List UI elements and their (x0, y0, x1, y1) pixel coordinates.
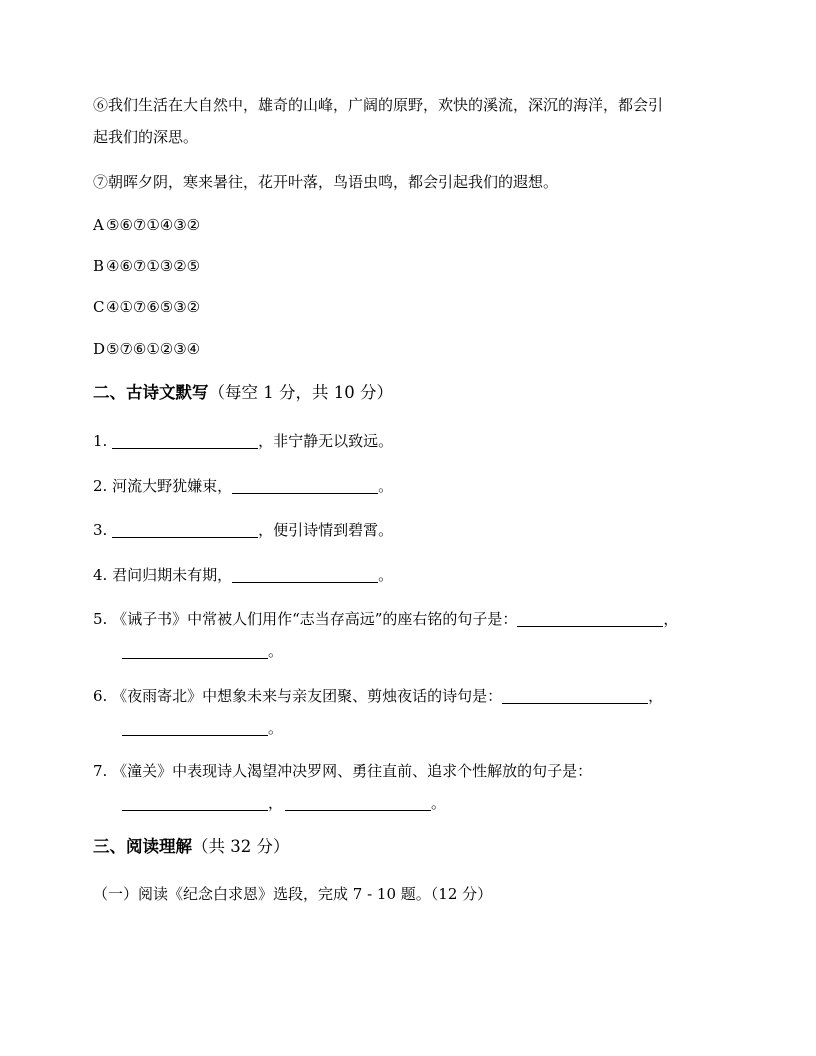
question-7 (93, 761, 592, 781)
answer-blank[interactable] (122, 794, 268, 811)
option-letter: B (93, 257, 105, 275)
question-text: ，非宁静无以致远。 (258, 432, 394, 450)
option-a (93, 215, 200, 235)
section-3-heading (93, 837, 290, 857)
question-separator: ， (648, 687, 664, 705)
question-end: 。 (268, 719, 284, 737)
question-6 (93, 686, 663, 706)
question-text: 5. 《诫子书》中常被人们用作“志当存高远”的座右铭的句子是： (93, 610, 518, 628)
paragraph-6-line-2: 起我们的深思。 (93, 128, 199, 146)
question-1 (93, 431, 393, 451)
option-letter: A (93, 216, 104, 234)
question-4 (93, 565, 393, 585)
option-letter: C (93, 298, 105, 316)
question-number: 1. (93, 432, 108, 450)
option-b (93, 256, 200, 276)
question-6-continued (122, 718, 283, 738)
question-text: ，便引诗情到碧霄。 (258, 521, 394, 539)
question-end: 。 (268, 642, 284, 660)
paragraph-7: ⑦朝晖夕阴，寒来暑往，花开叶落，鸟语虫鸣，都会引起我们的遐想。 (93, 173, 559, 191)
question-end: 。 (378, 566, 394, 584)
question-end: 。 (431, 794, 447, 812)
question-end: 。 (378, 477, 394, 495)
question-separator: ， (268, 794, 284, 812)
question-5 (93, 609, 678, 629)
section-3-title: 三、阅读理解 (93, 837, 192, 856)
answer-blank[interactable] (285, 794, 431, 811)
answer-blank[interactable] (502, 687, 648, 704)
option-sequence: ⑤⑥⑦①④③② (106, 216, 201, 234)
question-number: 3. (93, 521, 108, 539)
answer-blank[interactable] (517, 610, 663, 627)
option-d (93, 339, 200, 359)
answer-blank[interactable] (122, 719, 268, 736)
question-text: 7. 《潼关》中表现诗人渴望冲决罗网、勇往直前、追求个性解放的句子是： (93, 762, 593, 780)
option-sequence: ④⑥⑦①③②⑤ (106, 257, 201, 275)
paragraph-6-line-1: ⑥我们生活在大自然中，雄奇的山峰，广阔的原野，欢快的溪流，深沉的海洋，都会引 (93, 96, 664, 114)
answer-blank[interactable] (122, 642, 268, 659)
section-3-note: （共 32 分） (192, 837, 290, 856)
answer-blank[interactable] (232, 566, 378, 583)
answer-blank[interactable] (112, 521, 258, 538)
option-c (93, 297, 200, 317)
option-letter: D (93, 340, 106, 358)
section-2-heading (93, 383, 393, 403)
question-text: 2. 河流大野犹嫌束， (93, 477, 233, 495)
option-sequence: ⑤⑦⑥①②③④ (106, 340, 201, 358)
question-7-continued (122, 793, 446, 813)
section-2-title: 二、古诗文默写 (93, 383, 209, 402)
answer-blank[interactable] (232, 477, 378, 494)
question-3 (93, 520, 393, 540)
answer-blank[interactable] (112, 432, 258, 449)
question-text: 4. 君问归期未有期， (93, 566, 233, 584)
question-separator: ， (663, 610, 679, 628)
option-sequence: ④①⑦⑥⑤③② (106, 298, 201, 316)
question-5-continued (122, 641, 283, 661)
question-2 (93, 476, 393, 496)
section-2-note: （每空 1 分，共 10 分） (208, 383, 393, 402)
section-3-sub-1: （一）阅读《纪念白求恩》选段，完成 7 - 10 题。（12 分） (93, 885, 493, 903)
question-text: 6. 《夜雨寄北》中想象未来与亲友团聚、剪烛夜话的诗句是： (93, 687, 503, 705)
